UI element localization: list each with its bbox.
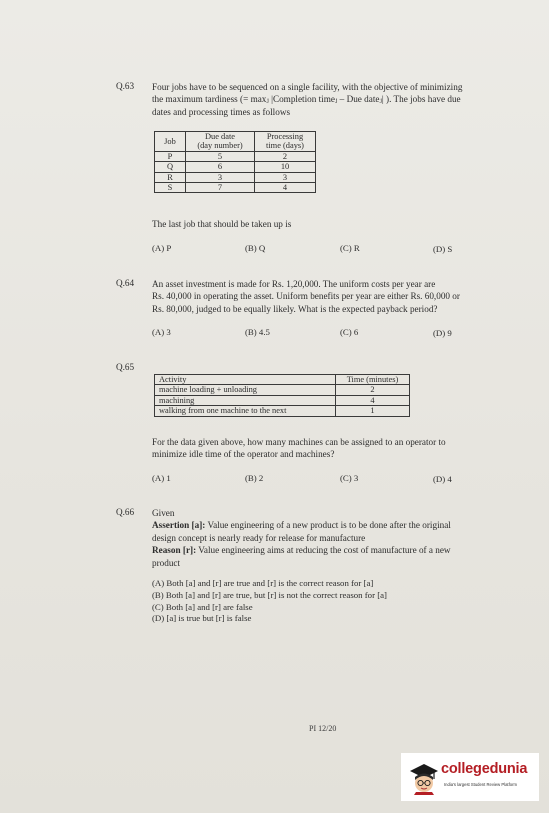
table-row: [155, 162, 316, 172]
table-cell: 4: [255, 183, 316, 193]
table-row: [155, 151, 316, 161]
question-line: minimize idle time of the operator and machines?: [152, 449, 335, 460]
table-cell: machining: [155, 395, 336, 405]
option-c[interactable]: (C) Both [a] and [r] are false: [152, 601, 253, 612]
option-d[interactable]: (D) [a] is true but [r] is false: [152, 613, 252, 624]
table-cell: Q: [155, 162, 186, 172]
question-text: The last job that should be taken up is: [152, 219, 292, 229]
table-cell: 3: [186, 172, 255, 182]
table-cell: 4: [336, 395, 410, 405]
reason-text: product: [152, 557, 181, 568]
question-line: Rs. 40,000 in operating the asset. Uniform benefits per year are either Rs. 60,000 or: [152, 291, 460, 302]
table-row: [155, 172, 316, 182]
table-cell: 3: [255, 172, 316, 182]
table-cell: 2: [336, 385, 410, 395]
question-number: Q.63: [116, 81, 135, 91]
given-label: Given: [152, 508, 175, 518]
header-line: Processing: [266, 132, 304, 141]
table-cell: P: [155, 151, 186, 161]
table-header: [255, 132, 316, 152]
table-cell: 1: [336, 406, 410, 416]
question-text: [152, 81, 522, 118]
option-d[interactable]: (D) S: [433, 244, 453, 254]
logo-wordmark: collegedunia: [441, 761, 528, 777]
option-b[interactable]: (B) Both [a] and [r] are true, but [r] is not the correct reason for [a]: [152, 589, 387, 600]
option-b[interactable]: (B) 4.5: [245, 327, 270, 337]
header-line: Due date: [205, 132, 235, 141]
table-cell: 10: [255, 162, 316, 172]
question-text: [152, 507, 524, 569]
option-d[interactable]: (D) 9: [433, 328, 452, 338]
question-text: [152, 436, 522, 461]
table-row: [155, 395, 410, 405]
question-line: For the data given above, how many machines can be assigned to an operator to: [152, 437, 446, 447]
option-c[interactable]: (C) R: [340, 243, 360, 253]
option-c[interactable]: (C) 6: [340, 327, 359, 337]
option-a[interactable]: (A) P: [152, 243, 172, 253]
table-header: [186, 132, 255, 152]
table-cell: 6: [186, 162, 255, 172]
jobs-table: [154, 131, 316, 193]
reason-text: Value engineering aims at reducing the cost of manufacture of a new: [196, 545, 451, 556]
collegedunia-logo: [401, 753, 539, 801]
question-line: Rs. 80,000, judged to be equally likely. What is the expected payback period?: [152, 303, 438, 314]
table-cell: walking from one machine to the next: [155, 406, 336, 416]
option-a[interactable]: (A) 3: [152, 327, 171, 337]
question-number: Q.65: [116, 362, 135, 372]
option-a[interactable]: (A) Both [a] and [r] are true and [r] is the correct reason for [a]: [152, 578, 374, 588]
option-c[interactable]: (C) 3: [340, 473, 359, 483]
student-mascot-icon: [407, 759, 441, 795]
options-list: [152, 578, 387, 625]
table-row: [155, 183, 316, 193]
table-row: [155, 406, 410, 416]
question-line: dates and processing times as follows: [152, 106, 291, 117]
question-line: An asset investment is made for Rs. 1,20,000. The uniform costs per year are: [152, 279, 436, 289]
table-cell: S: [155, 183, 186, 193]
header-line: (day number): [197, 141, 243, 151]
table-row: [155, 385, 410, 395]
table-cell: machine loading + unloading: [155, 385, 336, 395]
question-line: the maximum tardiness (= maxⱼ |Completion timeⱼ – Due dateⱼ| ). The jobs have due: [152, 94, 461, 105]
assertion-text: design concept is nearly ready for release for manufacture: [152, 532, 366, 543]
question-line: Four jobs have to be sequenced on a single facility, with the objective of minimizing: [152, 82, 463, 92]
option-b[interactable]: (B) Q: [245, 243, 266, 253]
table-cell: 5: [186, 151, 255, 161]
activity-table: [154, 374, 410, 417]
header-line: time (days): [266, 141, 304, 151]
reason-line: [152, 544, 524, 556]
table-cell: 7: [186, 183, 255, 193]
assertion-text: Value engineering of a new product is to be done after the original: [205, 520, 451, 531]
option-b[interactable]: (B) 2: [245, 473, 264, 483]
assertion-label: Assertion [a]:: [152, 520, 206, 531]
page-footer: PI 12/20: [309, 724, 337, 733]
question-number: Q.66: [116, 507, 135, 517]
question-text: [152, 278, 527, 315]
assertion-line: [152, 519, 524, 531]
option-d[interactable]: (D) 4: [433, 474, 452, 484]
logo-tagline: India's largest Student Review Platform: [444, 782, 517, 787]
question-number: Q.64: [116, 278, 135, 288]
option-a[interactable]: (A) 1: [152, 473, 171, 483]
table-header: Time (minutes): [336, 375, 410, 385]
table-header: Activity: [155, 375, 336, 385]
table-header: Job: [155, 132, 186, 152]
table-cell: R: [155, 172, 186, 182]
table-cell: 2: [255, 151, 316, 161]
reason-label: Reason [r]:: [152, 545, 197, 556]
